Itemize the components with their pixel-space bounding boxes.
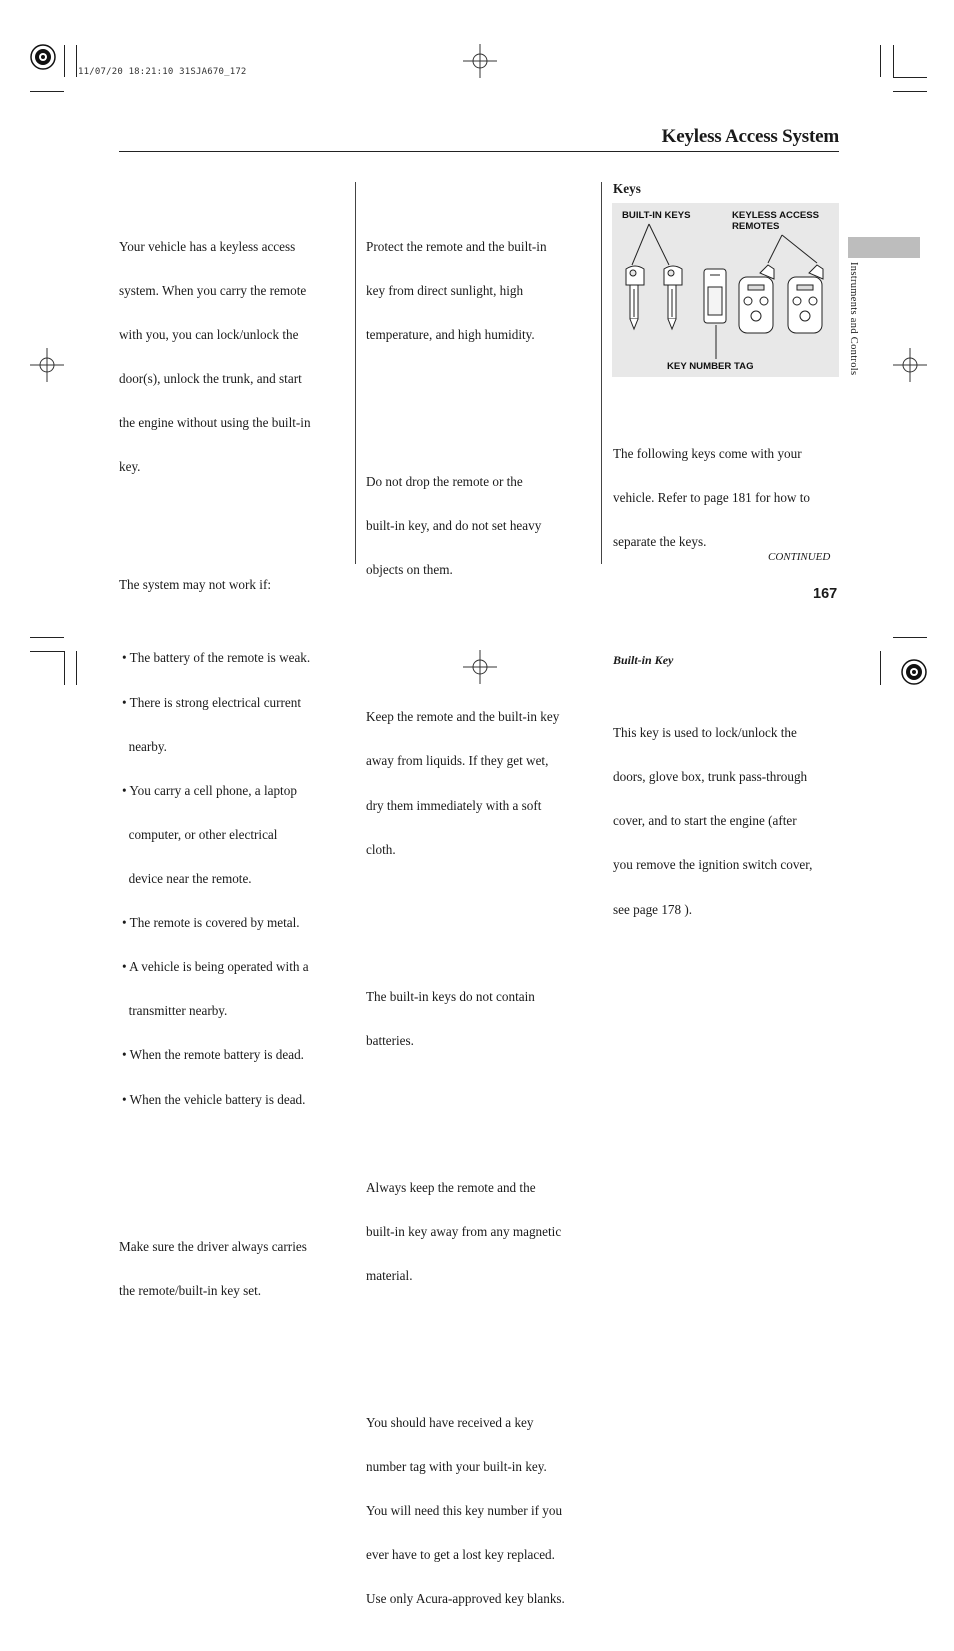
section-tab xyxy=(848,237,920,258)
color-target-icon xyxy=(902,660,926,684)
conditions-intro: The system may not work if: xyxy=(119,576,271,592)
section-label: Instruments and Controls xyxy=(848,262,859,376)
keyless-remote-icon xyxy=(788,265,823,333)
paragraph: Do not drop the remote or the built-in key, and do not set heavy objects on them. xyxy=(366,474,542,578)
list-item: • When the vehicle battery is dead. xyxy=(122,1091,306,1107)
column-divider xyxy=(601,182,602,564)
list-item: • A vehicle is being operated with a xyxy=(122,959,309,975)
registration-crosshair-icon xyxy=(893,348,927,382)
builtin-keys-label: BUILT-IN KEYS xyxy=(622,210,691,221)
list-item: • The remote is covered by metal. xyxy=(122,915,300,931)
color-target-icon xyxy=(31,45,55,69)
keys-heading: Keys xyxy=(613,181,641,196)
built-in-key-icon xyxy=(664,266,682,329)
page-title: Keyless Access System xyxy=(661,126,839,147)
list-item: • When the remote battery is dead. xyxy=(122,1047,304,1063)
intro-paragraph: Your vehicle has a keyless access system. When you carry the remote with you, you can lock/unlock the door(s), unlock the trunk, and start the engine without using the built-in key. xyxy=(119,238,311,475)
built-in-key-paragraph: This key is used to lock/unlock the doors, glove box, trunk pass-through cover, and to start the engine (after you remove the ignition switch cover, see page 178 ). xyxy=(613,725,813,917)
remotes-label: KEYLESS ACCESS REMOTES xyxy=(732,210,820,232)
column-divider xyxy=(355,182,356,564)
list-item: • You carry a cell phone, a laptop xyxy=(122,782,297,798)
print-stamp: 11/07/20 18:21:10 31SJA670_172 xyxy=(78,67,247,77)
keys-diagram xyxy=(612,203,839,377)
continued-note: CONTINUED xyxy=(768,551,831,563)
list-item: • The battery of the remote is weak. xyxy=(122,650,311,666)
registration-crosshair-icon xyxy=(30,348,64,382)
paragraph: Protect the remote and the built-in key from direct sunlight, high temperature, and high humidity. xyxy=(366,238,547,343)
keys-illustration xyxy=(612,203,839,377)
header-rule xyxy=(119,151,839,152)
column-2 xyxy=(366,181,565,1651)
built-in-key-icon xyxy=(626,266,644,329)
paragraph: Keep the remote and the built-in key away from liquids. If they get wet, dry them immediately with a soft cloth. xyxy=(366,709,560,857)
page-number: 167 xyxy=(813,586,838,602)
column-1 xyxy=(119,181,311,1343)
conditions-list: • The battery of the remote is weak. • There is strong electrical current nearby. • You carry a cell phone, a laptop computer, or other electrical device near the remote. • The remote is covered by metal. • A vehicle is being operated with a transmitter nearby. • When the remote battery is dead. • When the vehicle battery is dead. xyxy=(122,650,311,1107)
paragraph: The built-in keys do not contain batteries. xyxy=(366,988,535,1048)
key-number-tag-icon xyxy=(704,269,726,323)
list-item: • There is strong electrical current xyxy=(122,694,302,710)
key-number-tag-label: KEY NUMBER TAG xyxy=(667,361,754,372)
paragraph: Always keep the remote and the built-in key away from any magnetic material. xyxy=(366,1179,562,1283)
paragraph: You should have received a key number tag with your built-in key. You will need this key number if you ever have to get a lost key replaced. Use only Acura-approved key blanks. xyxy=(366,1414,565,1607)
closing-paragraph: Make sure the driver always carries the remote/built-in key set. xyxy=(119,1238,307,1298)
built-in-key-heading: Built-in Key xyxy=(613,652,674,667)
registration-crosshair-icon xyxy=(463,44,497,78)
following-keys-paragraph: The following keys come with your vehicle. Refer to page 181 for how to separate the keys. xyxy=(613,445,811,550)
keyless-remote-icon xyxy=(739,265,774,333)
column-3-text xyxy=(613,388,812,961)
